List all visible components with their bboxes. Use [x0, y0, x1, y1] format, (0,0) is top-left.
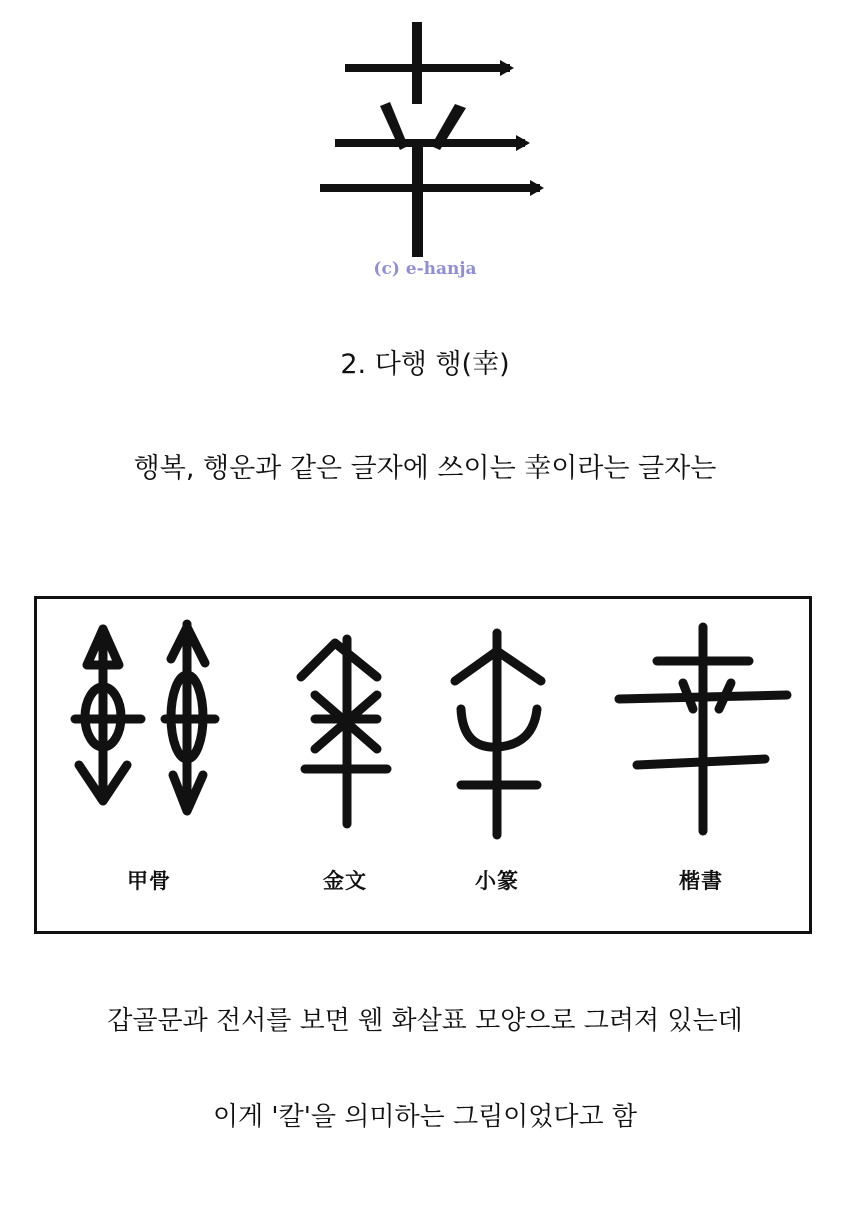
label-oracle-bone: 甲骨 — [127, 868, 171, 893]
hanja-haeng-glyph-icon — [300, 14, 550, 264]
credit-text: (c) e-hanja — [373, 259, 477, 279]
oracle-bone-glyph-2-icon — [165, 624, 215, 811]
intro-text: 행복, 행운과 같은 글자에 쓰이는 幸이라는 글자는 — [133, 453, 717, 484]
label-small-seal: 小篆 — [475, 868, 519, 893]
bronze-script-glyph-icon — [301, 639, 387, 824]
label-bronze-script: 金文 — [323, 868, 367, 893]
description-line-2: 이게 '칼'을 의미하는 그림이었다고 함 — [212, 1102, 638, 1132]
section-heading: 2. 다행 행(幸) — [340, 349, 510, 380]
label-regular-script: 楷書 — [679, 868, 723, 893]
script-evolution-figure — [34, 596, 812, 934]
small-seal-glyph-icon — [455, 633, 541, 835]
description-line-1: 갑골문과 전서를 보면 웬 화살표 모양으로 그려져 있는데 — [107, 1006, 743, 1036]
oracle-bone-glyph-1-icon — [75, 629, 141, 801]
regular-script-glyph-icon — [619, 627, 787, 831]
hero-character — [300, 14, 550, 264]
